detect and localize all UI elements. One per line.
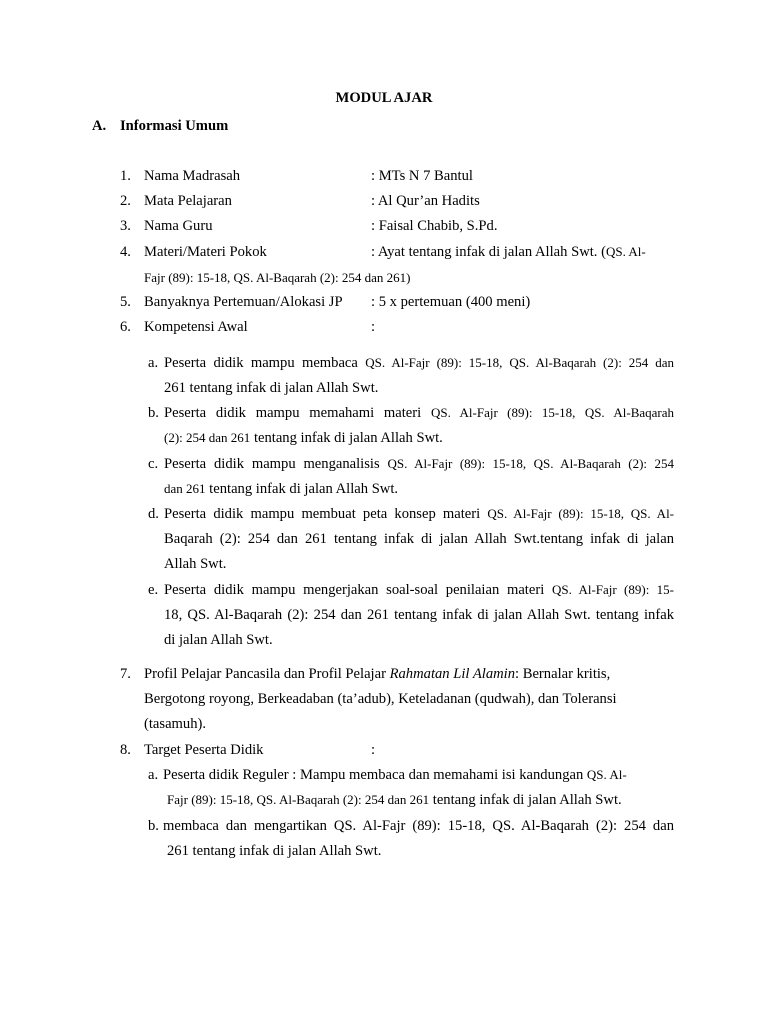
item-profile-line: Bergotong royong, Berkeadaban (ta’adub), Keteladanan (qudwah), dan Toleransi (144, 691, 617, 707)
list-item-line: membaca dan mengartikan QS. Al-Fajr (89): 15-18, QS. Al-Baqarah (2): 254 dan (163, 818, 674, 834)
list-item-line (167, 792, 622, 809)
list-item-line (164, 430, 443, 447)
list-item-ref: dan 261 (164, 481, 206, 496)
item-label: Materi/Materi Pokok (144, 244, 267, 260)
item-number: 8. (120, 742, 131, 758)
list-item-ref: QS. Al-Fajr (89): 15-18, QS. Al- (487, 506, 675, 521)
list-item-letter: c. (148, 456, 159, 472)
list-item-ref: QS. Al-Fajr (89): 15- (551, 582, 674, 597)
item-value: : Faisal Chabib, S.Pd. (371, 218, 498, 234)
list-item-line (164, 506, 674, 523)
list-item-text: Peserta didik mampu mengerjakan soal-soal penilaian materi (164, 582, 552, 598)
list-item-text: Peserta didik mampu memahami materi (164, 405, 431, 421)
item-number: 2. (120, 193, 131, 209)
item-value: : (371, 742, 376, 758)
list-item-text: Peserta didik Reguler : Mampu membaca dan memahami isi kandungan (163, 767, 587, 783)
list-item-text: tentang infak di jalan Allah Swt. (250, 430, 443, 446)
section-title: Informasi Umum (120, 118, 229, 134)
item-profile-line (144, 666, 610, 683)
list-item-line (164, 582, 674, 599)
list-item-letter: a. (148, 767, 159, 783)
item-profile-line: (tasamuh). (144, 716, 207, 732)
item-value-continuation: Fajr (89): 15-18, QS. Al-Baqarah (2): 254 dan 261) (144, 270, 411, 285)
item-number: 6. (120, 319, 131, 335)
list-item-ref: QS. Al- (586, 767, 627, 782)
item-value-main: : Ayat tentang infak di jalan Allah Swt. ( (371, 244, 606, 260)
list-item-line: Allah Swt. (164, 556, 227, 572)
item-label: Nama Guru (144, 218, 213, 234)
list-item-line (164, 456, 674, 473)
item-number: 3. (120, 218, 131, 234)
list-item-text: Peserta didik mampu membaca (164, 355, 366, 371)
list-item-ref: QS. Al-Fajr (89): 15-18, QS. Al-Baqarah (2): 254 dan (365, 355, 674, 370)
item-value: : (371, 319, 376, 335)
item-number: 1. (120, 168, 131, 184)
list-item-line: 261 tentang infak di jalan Allah Swt. (167, 843, 382, 859)
item-value: : Al Qur’an Hadits (371, 193, 480, 209)
list-item-text: Peserta didik mampu membuat peta konsep materi (164, 506, 488, 522)
item-profile-text: Profil Pelajar Pancasila dan Profil Pelajar (144, 666, 390, 682)
list-item-text: tentang infak di jalan Allah Swt. (429, 792, 622, 808)
list-item-line: di jalan Allah Swt. (164, 632, 273, 648)
list-item-ref: QS. Al-Fajr (89): 15-18, QS. Al-Baqarah (2): 254 (387, 456, 674, 471)
list-item-letter: b. (148, 818, 159, 834)
item-profile-text: : Bernalar kritis, (515, 666, 611, 682)
item-label: Nama Madrasah (144, 168, 241, 184)
item-label: Target Peserta Didik (144, 742, 264, 758)
item-value: : 5 x pertemuan (400 meni) (371, 294, 531, 310)
list-item-line: 261 tentang infak di jalan Allah Swt. (164, 380, 379, 396)
list-item-line (164, 405, 674, 422)
list-item-line: Baqarah (2): 254 dan 261 tentang infak di jalan Allah Swt.tentang infak di jalan (164, 531, 674, 547)
list-item-ref: Fajr (89): 15-18, QS. Al-Baqarah (2): 254 dan 261 (167, 792, 430, 807)
item-value: : MTs N 7 Bantul (371, 168, 473, 184)
item-value (371, 244, 646, 261)
list-item-ref: QS. Al-Fajr (89): 15-18, QS. Al-Baqarah (430, 405, 674, 420)
item-label: Kompetensi Awal (144, 319, 248, 335)
item-label: Banyaknya Pertemuan/Alokasi JP (144, 294, 343, 310)
list-item-letter: a. (148, 355, 159, 371)
list-item-line (163, 767, 627, 784)
list-item-line: 18, QS. Al-Baqarah (2): 254 dan 261 tentang infak di jalan Allah Swt. tentang infak (164, 607, 674, 623)
list-item-text: Peserta didik mampu menganalisis (164, 456, 388, 472)
list-item-text: tentang infak di jalan Allah Swt. (205, 481, 399, 497)
list-item-letter: b. (148, 405, 159, 421)
list-item-line (164, 481, 398, 498)
list-item-ref: (2): 254 dan 261 (164, 430, 251, 445)
list-item-letter: d. (148, 506, 159, 522)
item-profile-italic: Rahmatan Lil Alamin (389, 666, 516, 682)
item-number: 4. (120, 244, 131, 260)
section-letter: A. (92, 118, 107, 134)
list-item-letter: e. (148, 582, 159, 598)
list-item-line (164, 355, 674, 372)
item-number: 7. (120, 666, 131, 682)
item-value-ref: QS. Al- (605, 244, 646, 259)
document-title: MODUL AJAR (335, 90, 433, 106)
item-label: Mata Pelajaran (144, 193, 232, 209)
item-number: 5. (120, 294, 131, 310)
